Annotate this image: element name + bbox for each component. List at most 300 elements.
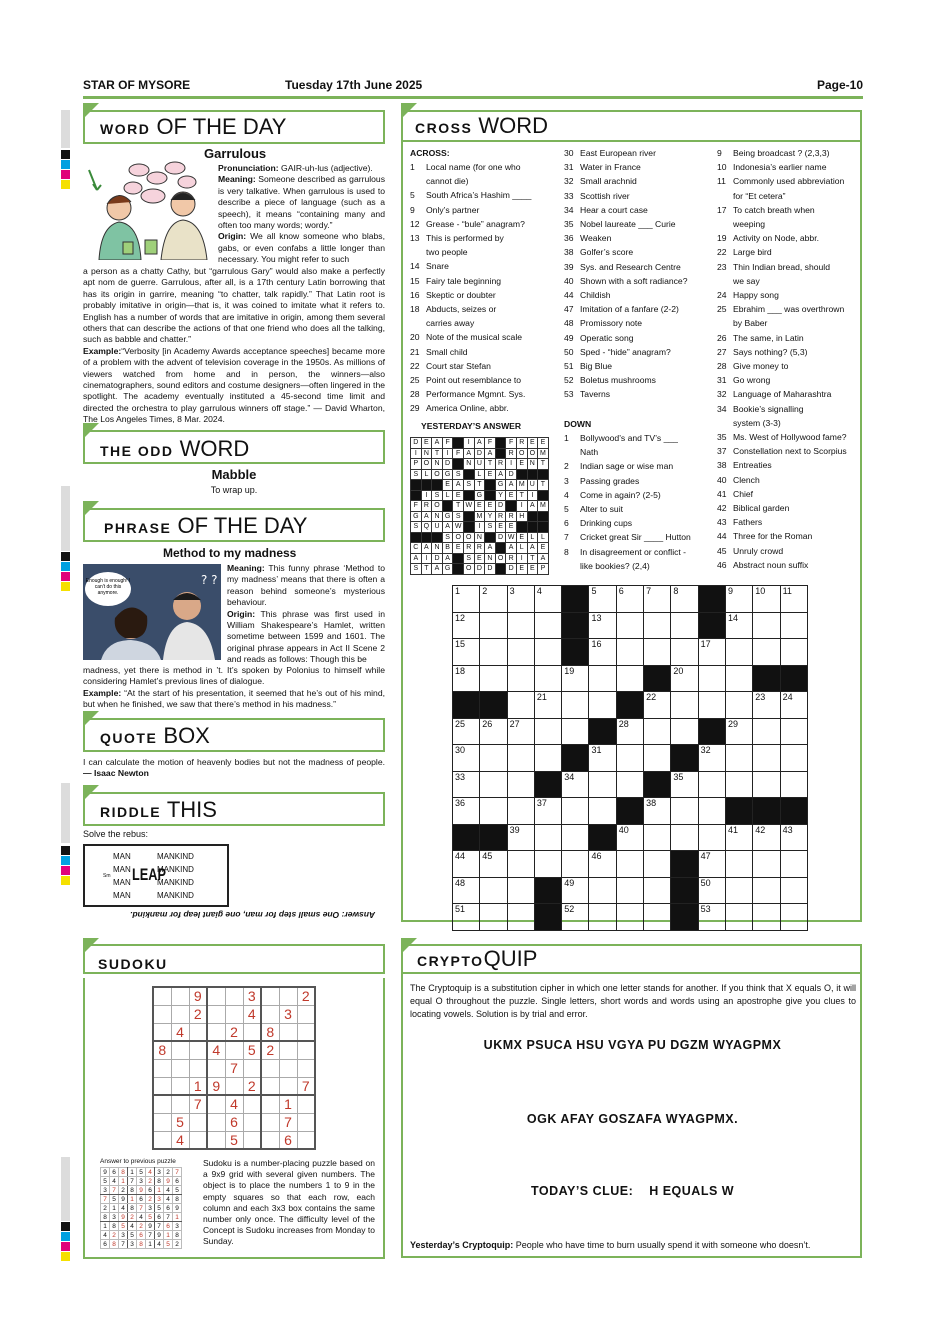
sudoku-cell[interactable] <box>243 1059 261 1077</box>
clue: 25 Point out resemblance to <box>410 375 522 386</box>
sudoku-cell[interactable] <box>279 1023 297 1041</box>
sudoku-cell[interactable] <box>243 1095 261 1113</box>
sudoku-cell: 3 <box>146 1204 155 1213</box>
sudoku-cell[interactable] <box>153 987 171 1005</box>
crossword-cell[interactable] <box>725 904 752 931</box>
crossword-cell[interactable]: 14 <box>725 612 752 639</box>
crossword-cell[interactable]: 21 <box>534 692 561 719</box>
crossword-cell[interactable] <box>562 851 589 878</box>
sudoku-cell[interactable]: 2 <box>243 1077 261 1095</box>
sudoku-cell[interactable]: 3 <box>279 1005 297 1023</box>
crossword-cell[interactable] <box>507 612 534 639</box>
sudoku-cell[interactable]: 9 <box>189 987 207 1005</box>
sudoku-cell[interactable]: 6 <box>225 1113 243 1131</box>
wotd-word: Garrulous <box>204 146 267 161</box>
crossword-cell[interactable]: 38 <box>644 798 671 825</box>
crossword-cell[interactable] <box>616 877 643 904</box>
crossword-cell[interactable] <box>753 877 780 904</box>
sudoku-cell[interactable]: 7 <box>279 1113 297 1131</box>
sudoku-cell[interactable]: 5 <box>243 1041 261 1059</box>
sudoku-cell[interactable] <box>153 1005 171 1023</box>
crossword-cell[interactable]: 47 <box>698 851 725 878</box>
riddle-answer-upside-down: Answer: One small step for man, one giant leap for mankind. <box>130 910 376 920</box>
sudoku-cell[interactable] <box>207 1023 225 1041</box>
crossword-cell[interactable]: 17 <box>698 639 725 666</box>
crossword-cell[interactable]: 20 <box>671 665 698 692</box>
previous-answer-label: Answer to previous puzzle <box>100 1158 176 1165</box>
answer-cell: E <box>453 490 464 501</box>
crossword-cell[interactable]: 4 <box>534 586 561 613</box>
sudoku-cell[interactable]: 2 <box>261 1041 279 1059</box>
sudoku-cell: 4 <box>164 1186 173 1195</box>
crossword-cell[interactable]: 40 <box>616 824 643 851</box>
crossword-cell[interactable] <box>725 639 752 666</box>
crossword-cell[interactable]: 32 <box>698 745 725 772</box>
sudoku-cell[interactable] <box>171 1041 189 1059</box>
crossword-cell[interactable] <box>534 718 561 745</box>
sudoku-cell[interactable] <box>207 1059 225 1077</box>
crossword-cell[interactable] <box>671 692 698 719</box>
answer-cell <box>495 438 506 449</box>
crossword-cell[interactable]: 26 <box>480 718 507 745</box>
crossword-cell[interactable]: 30 <box>453 745 480 772</box>
sudoku-cell[interactable] <box>207 1005 225 1023</box>
crossword-cell[interactable] <box>562 798 589 825</box>
sudoku-cell: 2 <box>119 1186 128 1195</box>
crossword-cell[interactable] <box>725 745 752 772</box>
crossword-cell[interactable] <box>725 665 752 692</box>
crossword-cell[interactable] <box>589 771 616 798</box>
sudoku-cell[interactable]: 7 <box>189 1095 207 1113</box>
answer-cell: G <box>442 469 453 480</box>
crossword-cell[interactable] <box>753 904 780 931</box>
sudoku-cell[interactable] <box>153 1059 171 1077</box>
crossword-cell[interactable] <box>780 904 807 931</box>
clue: 19 Activity on Node, abbr. <box>717 233 819 244</box>
crossword-cell[interactable] <box>725 771 752 798</box>
page-number: Page-10 <box>816 78 863 92</box>
crossword-cell[interactable] <box>534 639 561 666</box>
sudoku-cell[interactable] <box>153 1077 171 1095</box>
sudoku-cell[interactable] <box>225 1005 243 1023</box>
sudoku-cell[interactable] <box>207 987 225 1005</box>
sudoku-cell[interactable] <box>189 1023 207 1041</box>
crossword-cell[interactable] <box>480 771 507 798</box>
crossword-cell[interactable] <box>753 718 780 745</box>
sudoku-cell[interactable] <box>261 1131 279 1149</box>
sudoku-cell[interactable] <box>225 1041 243 1059</box>
crossword-cell[interactable] <box>780 771 807 798</box>
crossword-cell[interactable]: 10 <box>753 586 780 613</box>
crossword-cell[interactable] <box>480 745 507 772</box>
crossword-cell[interactable]: 41 <box>725 824 752 851</box>
crossword-cell[interactable] <box>589 877 616 904</box>
crossword-cell[interactable]: 27 <box>507 718 534 745</box>
crossword-grid[interactable] <box>452 585 808 931</box>
crossword-cell[interactable]: 3 <box>507 586 534 613</box>
crossword-cell[interactable]: 12 <box>453 612 480 639</box>
sudoku-cell[interactable]: 2 <box>189 1005 207 1023</box>
clue: 40 Shown with a soft radiance? <box>564 275 688 286</box>
crossword-cell[interactable]: 6 <box>616 586 643 613</box>
sudoku-cell: 4 <box>101 1231 110 1240</box>
answer-cell: R <box>474 543 485 554</box>
crossword-cell[interactable] <box>753 639 780 666</box>
answer-cell: I <box>411 448 422 459</box>
cryptoquip-intro: The Cryptoquip is a substitution cipher in which one letter stands for another. If you think that X equals O, it will equal O throughout the puzzle. Single letters, short words and words using an apostrophe give you clues to locating vowels. Solution is by trial and error. <box>410 983 856 1019</box>
sudoku-cell: 6 <box>164 1204 173 1213</box>
clue: 47 Imitation of a fanfare (2-2) <box>564 304 679 315</box>
crossword-cell[interactable]: 7 <box>644 586 671 613</box>
clue: 17 To catch breath when <box>717 204 815 215</box>
crossword-cell[interactable] <box>507 851 534 878</box>
crossword-cell[interactable]: 1 <box>453 586 480 613</box>
crossword-cell[interactable]: 19 <box>562 665 589 692</box>
sudoku-cell[interactable] <box>297 1131 315 1149</box>
sudoku-cell[interactable]: 6 <box>279 1131 297 1149</box>
sudoku-cell[interactable] <box>297 1023 315 1041</box>
margin-bar <box>61 486 70 551</box>
crossword-cell[interactable]: 43 <box>780 824 807 851</box>
crossword-cell[interactable] <box>780 877 807 904</box>
crossword-cell[interactable] <box>698 771 725 798</box>
answer-cell: E <box>527 564 538 575</box>
clue: carries away <box>426 318 475 329</box>
sudoku-cell[interactable]: 4 <box>225 1095 243 1113</box>
answer-cell: D <box>474 448 485 459</box>
sudoku-cell: 7 <box>137 1204 146 1213</box>
sudoku-cell[interactable]: 3 <box>243 987 261 1005</box>
crossword-cell[interactable] <box>753 745 780 772</box>
crossword-cell[interactable] <box>480 798 507 825</box>
sudoku-cell[interactable] <box>189 1041 207 1059</box>
crossword-cell[interactable] <box>534 745 561 772</box>
sudoku-cell: 1 <box>164 1231 173 1240</box>
sudoku-cell[interactable] <box>189 1131 207 1149</box>
sudoku-cell[interactable] <box>171 987 189 1005</box>
crossword-cell[interactable] <box>644 745 671 772</box>
crossword-cell[interactable] <box>616 665 643 692</box>
answer-cell: E <box>453 543 464 554</box>
crossword-cell[interactable] <box>562 692 589 719</box>
color-mark <box>61 1222 70 1231</box>
answer-cell: D <box>474 564 485 575</box>
sudoku-cell[interactable] <box>225 987 243 1005</box>
crossword-cell[interactable]: 22 <box>644 692 671 719</box>
crossword-cell[interactable] <box>562 718 589 745</box>
sudoku-cell: 6 <box>101 1240 110 1249</box>
crossword-cell[interactable] <box>780 718 807 745</box>
crossword-cell[interactable] <box>562 824 589 851</box>
sudoku-cell[interactable] <box>261 1095 279 1113</box>
crossword-cell[interactable] <box>671 798 698 825</box>
sudoku-cell[interactable]: 8 <box>153 1041 171 1059</box>
crossword-cell[interactable]: 44 <box>453 851 480 878</box>
crossword-cell[interactable] <box>780 612 807 639</box>
crossword-cell[interactable]: 36 <box>453 798 480 825</box>
answer-cell: I <box>463 438 474 449</box>
sudoku-cell[interactable] <box>261 1113 279 1131</box>
black-square <box>616 798 643 825</box>
crossword-cell[interactable] <box>616 639 643 666</box>
crossword-cell[interactable] <box>507 771 534 798</box>
sudoku-cell[interactable] <box>261 1077 279 1095</box>
black-square <box>780 665 807 692</box>
sudoku-cell[interactable] <box>297 1113 315 1131</box>
crossword-cell[interactable] <box>725 851 752 878</box>
crossword-cell[interactable] <box>507 692 534 719</box>
crossword-cell[interactable] <box>644 824 671 851</box>
crossword-cell[interactable] <box>780 639 807 666</box>
sudoku-cell[interactable]: 4 <box>243 1005 261 1023</box>
answer-cell: O <box>495 553 506 564</box>
crossword-cell[interactable] <box>616 745 643 772</box>
crossword-cell[interactable] <box>698 665 725 692</box>
sudoku-cell[interactable] <box>243 1023 261 1041</box>
sudoku-cell[interactable] <box>297 1005 315 1023</box>
crossword-cell[interactable]: 48 <box>453 877 480 904</box>
sudoku-cell[interactable] <box>279 1059 297 1077</box>
margin-bar <box>61 110 70 148</box>
crossword-cell[interactable] <box>671 824 698 851</box>
clue: 21 Small child <box>410 346 468 357</box>
sudoku-cell[interactable] <box>153 1131 171 1149</box>
crossword-cell[interactable] <box>507 639 534 666</box>
sudoku-cell[interactable] <box>207 1113 225 1131</box>
crossword-cell[interactable]: 52 <box>562 904 589 931</box>
clue: 43 Fathers <box>717 517 763 528</box>
answer-cell: E <box>495 522 506 533</box>
crossword-cell[interactable] <box>507 877 534 904</box>
crossword-cell[interactable]: 5 <box>589 586 616 613</box>
crossword-cell[interactable] <box>780 745 807 772</box>
crossword-cell[interactable] <box>480 665 507 692</box>
crossword-cell[interactable]: 42 <box>753 824 780 851</box>
crossword-cell[interactable]: 15 <box>453 639 480 666</box>
sudoku-cell[interactable] <box>153 1113 171 1131</box>
crossword-cell[interactable] <box>671 718 698 745</box>
crossword-cell[interactable] <box>698 824 725 851</box>
answer-cell: D <box>442 459 453 470</box>
crossword-cell[interactable] <box>480 904 507 931</box>
crossword-cell[interactable] <box>589 798 616 825</box>
sudoku-cell: 8 <box>110 1240 119 1249</box>
answer-cell: T <box>538 480 549 491</box>
sudoku-cell[interactable] <box>261 1059 279 1077</box>
crossword-cell[interactable] <box>753 612 780 639</box>
sudoku-cell: 4 <box>164 1195 173 1204</box>
crossword-cell[interactable]: 23 <box>753 692 780 719</box>
crossword-cell[interactable]: 51 <box>453 904 480 931</box>
sudoku-cell[interactable] <box>207 1131 225 1149</box>
sudoku-cell[interactable]: 2 <box>225 1023 243 1041</box>
answer-cell: O <box>432 469 443 480</box>
sudoku-cell[interactable] <box>171 1095 189 1113</box>
crossword-cell[interactable] <box>616 771 643 798</box>
sudoku-cell[interactable]: 7 <box>225 1059 243 1077</box>
crossword-cell[interactable] <box>698 692 725 719</box>
crossword-cell[interactable] <box>534 824 561 851</box>
clue: 7 Cricket great Sir ____ Hutton <box>564 532 691 543</box>
crossword-cell[interactable] <box>589 904 616 931</box>
crossword-cell[interactable] <box>725 692 752 719</box>
section-tab <box>83 711 99 727</box>
crossword-cell[interactable] <box>644 639 671 666</box>
answer-cell: I <box>516 553 527 564</box>
crossword-cell[interactable]: 28 <box>616 718 643 745</box>
crossword-cell[interactable] <box>644 612 671 639</box>
sudoku-cell: 3 <box>155 1168 164 1177</box>
crossword-cell[interactable]: 24 <box>780 692 807 719</box>
crossword-cell[interactable] <box>534 851 561 878</box>
crossword-cell[interactable] <box>480 877 507 904</box>
crossword-cell[interactable]: 35 <box>671 771 698 798</box>
sudoku-cell[interactable] <box>279 987 297 1005</box>
clue: 37 Constellation next to Scorpius <box>717 446 847 457</box>
sudoku-cell[interactable] <box>261 1005 279 1023</box>
crossword-cell[interactable] <box>671 639 698 666</box>
sudoku-cell[interactable] <box>297 1059 315 1077</box>
answer-cell <box>495 564 506 575</box>
crossword-cell[interactable]: 25 <box>453 718 480 745</box>
clue: 9 Only’s partner <box>410 204 480 215</box>
section-tab <box>83 785 99 801</box>
clue: 35 Nobel laureate ___ Curie <box>564 219 676 230</box>
sudoku-cell[interactable] <box>297 1095 315 1113</box>
crossword-cell[interactable] <box>507 665 534 692</box>
sudoku-cell[interactable]: 1 <box>189 1077 207 1095</box>
crossword-cell[interactable]: 46 <box>589 851 616 878</box>
crossword-cell[interactable]: 29 <box>725 718 752 745</box>
crossword-cell[interactable]: 34 <box>562 771 589 798</box>
crossword-cell[interactable] <box>507 904 534 931</box>
sudoku-cell[interactable] <box>207 1095 225 1113</box>
sudoku-cell[interactable]: 1 <box>279 1095 297 1113</box>
crossword-cell[interactable]: 45 <box>480 851 507 878</box>
sudoku-cell[interactable] <box>171 1005 189 1023</box>
sudoku-cell: 5 <box>146 1213 155 1222</box>
answer-cell: P <box>411 459 422 470</box>
crossword-cell[interactable] <box>507 745 534 772</box>
sudoku-cell[interactable] <box>171 1059 189 1077</box>
crossword-cell[interactable] <box>534 665 561 692</box>
yesterdays-answer-grid <box>410 437 549 575</box>
clue: 26 The same, in Latin <box>717 332 804 343</box>
crossword-cell[interactable]: 31 <box>589 745 616 772</box>
sudoku-cell: 2 <box>173 1240 182 1249</box>
sudoku-cell[interactable] <box>279 1077 297 1095</box>
sudoku-cell: 5 <box>173 1186 182 1195</box>
answer-cell: N <box>527 459 538 470</box>
clue: 35 Ms. West of Hollywood fame? <box>717 432 847 443</box>
sudoku-cell[interactable]: 4 <box>171 1023 189 1041</box>
sudoku-cell[interactable] <box>225 1077 243 1095</box>
crossword-cell[interactable]: 37 <box>534 798 561 825</box>
clue: 12 Grease - “bule” anagram? <box>410 218 525 229</box>
answer-cell: A <box>474 438 485 449</box>
crossword-cell[interactable]: 16 <box>589 639 616 666</box>
sudoku-cell[interactable]: 5 <box>171 1113 189 1131</box>
sudoku-cell[interactable]: 4 <box>207 1041 225 1059</box>
crossword-cell[interactable] <box>534 612 561 639</box>
sudoku-cell[interactable] <box>171 1077 189 1095</box>
answer-cell: E <box>485 501 496 512</box>
black-square <box>453 692 480 719</box>
sudoku-cell[interactable]: 8 <box>261 1023 279 1041</box>
crossword-cell[interactable]: 9 <box>725 586 752 613</box>
crossword-cell[interactable] <box>644 904 671 931</box>
sudoku-grid[interactable] <box>152 986 316 1150</box>
sudoku-cell: 2 <box>110 1231 119 1240</box>
crossword-cell[interactable] <box>589 692 616 719</box>
sudoku-cell[interactable] <box>153 1095 171 1113</box>
crossword-cell[interactable] <box>480 639 507 666</box>
crossword-cell[interactable]: 2 <box>480 586 507 613</box>
crossword-cell[interactable] <box>753 771 780 798</box>
sudoku-cell: 4 <box>110 1177 119 1186</box>
crossword-cell[interactable] <box>671 612 698 639</box>
answer-cell: R <box>506 553 517 564</box>
crossword-cell[interactable]: 8 <box>671 586 698 613</box>
crossword-cell[interactable] <box>616 904 643 931</box>
crossword-cell[interactable]: 33 <box>453 771 480 798</box>
crossword-cell[interactable] <box>698 798 725 825</box>
crossword-cell[interactable] <box>644 718 671 745</box>
crossword-cell[interactable] <box>644 851 671 878</box>
sudoku-cell[interactable] <box>189 1059 207 1077</box>
sudoku-cell[interactable] <box>261 987 279 1005</box>
sudoku-cell[interactable]: 2 <box>297 987 315 1005</box>
sudoku-cell[interactable] <box>243 1131 261 1149</box>
sudoku-cell[interactable] <box>189 1113 207 1131</box>
sudoku-cell[interactable] <box>243 1113 261 1131</box>
crossword-cell[interactable] <box>780 851 807 878</box>
crossword-cell[interactable]: 13 <box>589 612 616 639</box>
crossword-cell[interactable]: 49 <box>562 877 589 904</box>
answer-cell: I <box>421 490 432 501</box>
crossword-cell[interactable]: 53 <box>698 904 725 931</box>
crossword-cell[interactable] <box>616 612 643 639</box>
black-square <box>562 612 589 639</box>
answer-cell: A <box>442 553 453 564</box>
sudoku-cell[interactable]: 7 <box>297 1077 315 1095</box>
sudoku-cell[interactable] <box>297 1041 315 1059</box>
crossword-cell[interactable]: 50 <box>698 877 725 904</box>
clue: 32 Language of Maharashtra <box>717 389 832 400</box>
crossword-cell[interactable] <box>616 851 643 878</box>
crossword-cell[interactable]: 11 <box>780 586 807 613</box>
crossword-cell[interactable] <box>753 851 780 878</box>
answer-cell <box>527 522 538 533</box>
clue: 40 Clench <box>717 474 760 485</box>
sudoku-cell[interactable]: 5 <box>225 1131 243 1149</box>
answer-cell <box>538 490 549 501</box>
odd-word: Mabble <box>211 467 257 482</box>
sudoku-cell[interactable] <box>279 1041 297 1059</box>
sudoku-cell[interactable]: 4 <box>171 1131 189 1149</box>
crossword-cell[interactable] <box>589 665 616 692</box>
sudoku-cell[interactable] <box>153 1023 171 1041</box>
crossword-cell[interactable] <box>644 877 671 904</box>
crossword-cell[interactable] <box>507 798 534 825</box>
crossword-cell[interactable]: 39 <box>507 824 534 851</box>
answer-cell <box>411 532 422 543</box>
crossword-cell[interactable] <box>480 612 507 639</box>
crossword-cell[interactable] <box>725 877 752 904</box>
crossword-cell[interactable]: 18 <box>453 665 480 692</box>
sudoku-cell: 6 <box>137 1231 146 1240</box>
sudoku-cell[interactable]: 9 <box>207 1077 225 1095</box>
